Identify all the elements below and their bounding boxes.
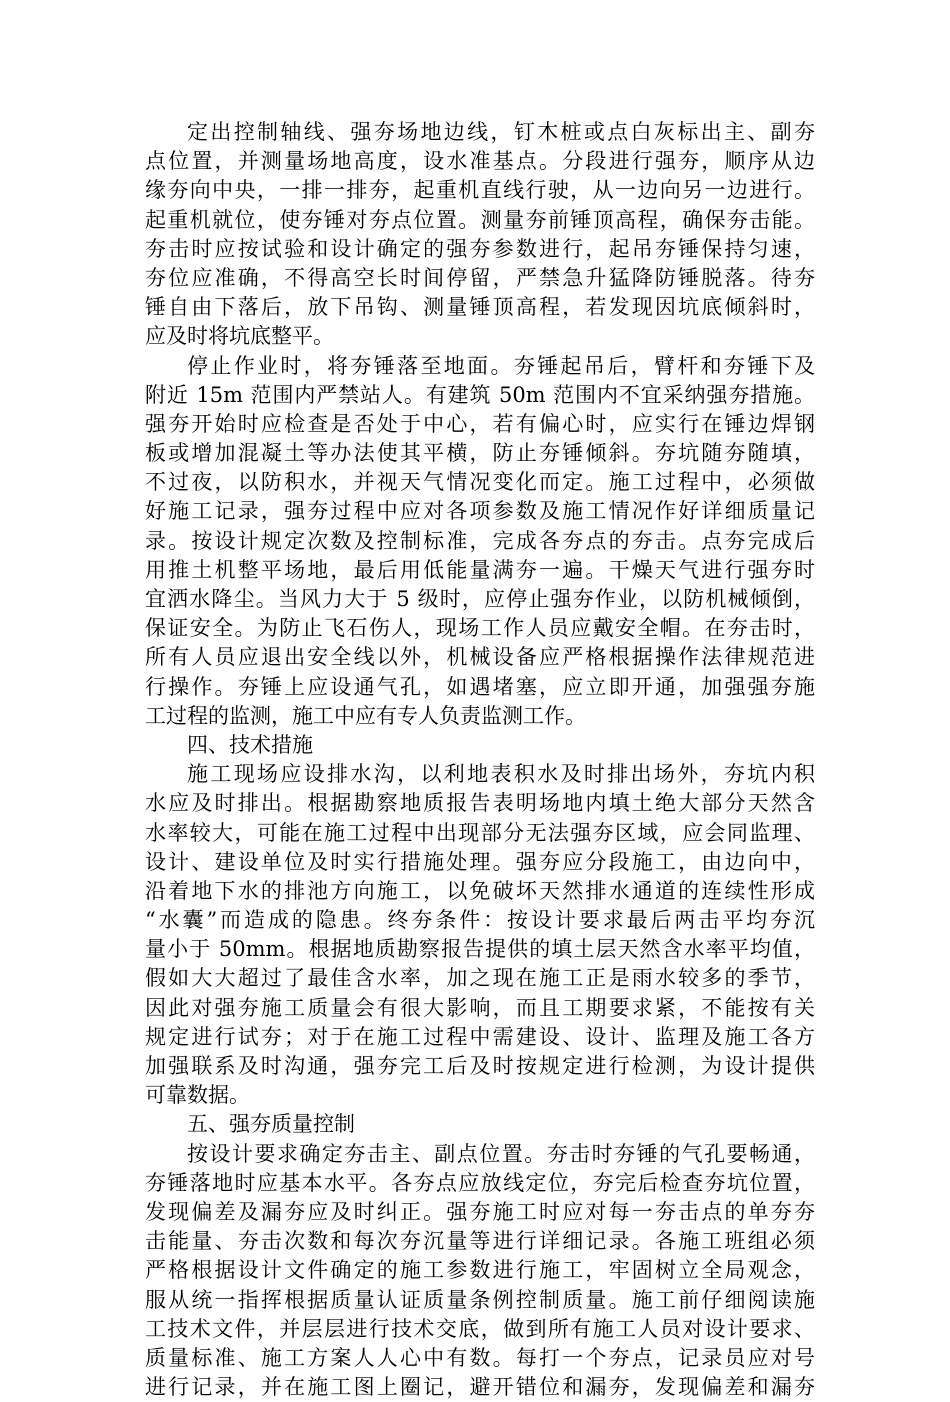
text-line: 严格根据设计文件确定的施工参数进行施工，牢固树立全局观念， xyxy=(145,1258,815,1283)
text-line: 水应及时排出。根据勘察地质报告表明场地内填土绝大部分天然含 xyxy=(145,791,815,816)
text-line: 工过程的监测，施工中应有专人负责监测工作。 xyxy=(145,703,586,728)
text-line: 夯锤落地时应基本水平。各夯点应放线定位，夯完后检查夯坑位置， xyxy=(145,1170,815,1195)
text-line: 用推土机整平场地，最后用低能量满夯一遍。干燥天气进行强夯时 xyxy=(145,557,815,582)
text-line: 质量标准、施工方案人人心中有数。每打一个夯点，记录员应对号 xyxy=(145,1345,815,1370)
text-line: 所有人员应退出安全线以外，机械设备应严格根据操作法律规范进 xyxy=(145,645,815,670)
text-line: 假如大大超过了最佳含水率，加之现在施工正是雨水较多的季节， xyxy=(145,966,815,991)
text-line: 锤自由下落后，放下吊钩、测量锤顶高程，若发现因坑底倾斜时， xyxy=(145,295,815,320)
text-line: 定出控制轴线、强夯场地边线，钉木桩或点白灰标出主、副夯 xyxy=(187,120,815,144)
text-line: 附近 15m 范围内严禁站人。有建筑 50m 范围内不宜采纳强夯措施。 xyxy=(145,382,815,407)
text-line: 宜洒水降尘。当风力大于 5 级时，应停止强夯作业，以防机械倾倒， xyxy=(145,587,815,611)
text-line: 行操作。夯锤上应设通气孔，如遇堵塞，应立即开通，加强强夯施 xyxy=(145,674,815,699)
text-line: 好施工记录，强夯过程中应对各项参数及施工情况作好详细质量记 xyxy=(145,499,815,524)
text-line: 起重机就位，使夯锤对夯点位置。测量夯前锤顶高程，确保夯击能。 xyxy=(145,207,815,232)
text-line: 应及时将坑底整平。 xyxy=(145,324,334,349)
text-line: 夯击时应按试验和设计确定的强夯参数进行，起吊夯锤保持匀速， xyxy=(145,236,815,261)
text-line: 点位置，并测量场地高度，设水准基点。分段进行强夯，顺序从边 xyxy=(145,149,815,174)
text-line: 加强联系及时沟通，强夯完工后及时按规定进行检测，为设计提供 xyxy=(145,1054,815,1078)
text-line: 工技术文件，并层层进行技术交底，做到所有施工人员对设计要求、 xyxy=(145,1316,815,1341)
text-line: 保证安全。为防止飞石伤人，现场工作人员应戴安全帽。在夯击时， xyxy=(145,616,815,641)
text-line: 不过夜，以防积水，并视天气情况变化而定。施工过程中，必须做 xyxy=(145,470,815,495)
section-heading: 四、技术措施 xyxy=(187,732,313,757)
document-body xyxy=(145,118,815,1402)
text-line: 按设计要求确定夯击主、副点位置。夯击时夯锤的气孔要畅通， xyxy=(187,1141,815,1166)
text-line: 规定进行试夯；对于在施工过程中需建设、设计、监理及施工各方 xyxy=(145,1024,815,1049)
section-heading: 五、强夯质量控制 xyxy=(187,1112,355,1137)
text-line: 水率较大，可能在施工过程中出现部分无法强夯区域，应会同监理、 xyxy=(145,820,815,845)
text-line: 录。按设计规定次数及控制标准，完成各夯点的夯击。点夯完成后 xyxy=(145,528,815,553)
text-line: 施工现场应设排水沟，以利地表积水及时排出场外，夯坑内积 xyxy=(187,762,815,787)
text-line: 量小于 50mm。根据地质勘察报告提供的填土层天然含水率平均值， xyxy=(145,937,815,962)
text-line: “水囊”而造成的隐患。终夯条件：按设计要求最后两击平均夯沉 xyxy=(145,908,815,933)
text-line: 设计、建设单位及时实行措施处理。强夯应分段施工，由边向中， xyxy=(145,849,815,874)
text-line: 进行记录，并在施工图上圈记，避开错位和漏夯，发现偏差和漏夯 xyxy=(145,1375,815,1400)
text-line: 因此对强夯施工质量会有很大影响，而且工期要求紧，不能按有关 xyxy=(145,995,815,1020)
text-line: 停止作业时，将夯锤落至地面。夯锤起吊后，臂杆和夯锤下及 xyxy=(187,353,815,378)
text-line: 强夯开始时应检查是否处于中心，若有偏心时，应实行在锤边焊钢 xyxy=(145,411,815,436)
text-line: 缘夯向中央，一排一排夯，起重机直线行驶，从一边向另一边进行。 xyxy=(145,178,815,203)
text-line: 击能量、夯击次数和每次夯沉量等进行详细记录。各施工班组必须 xyxy=(145,1229,815,1254)
text-line: 发现偏差及漏夯应及时纠正。强夯施工时应对每一夯击点的单夯夯 xyxy=(145,1199,815,1224)
text-line: 板或增加混凝土等办法使其平横，防止夯锤倾斜。夯坑随夯随填， xyxy=(145,441,815,466)
text-line: 夯位应准确，不得高空长时间停留，严禁急升猛降防锤脱落。待夯 xyxy=(145,265,815,290)
text-line: 服从统一指挥根据质量认证质量条例控制质量。施工前仔细阅读施 xyxy=(145,1287,815,1312)
text-line: 可靠数据。 xyxy=(145,1083,250,1108)
text-line: 沿着地下水的排池方向施工，以免破坏天然排水通道的连续性形成 xyxy=(145,878,815,903)
